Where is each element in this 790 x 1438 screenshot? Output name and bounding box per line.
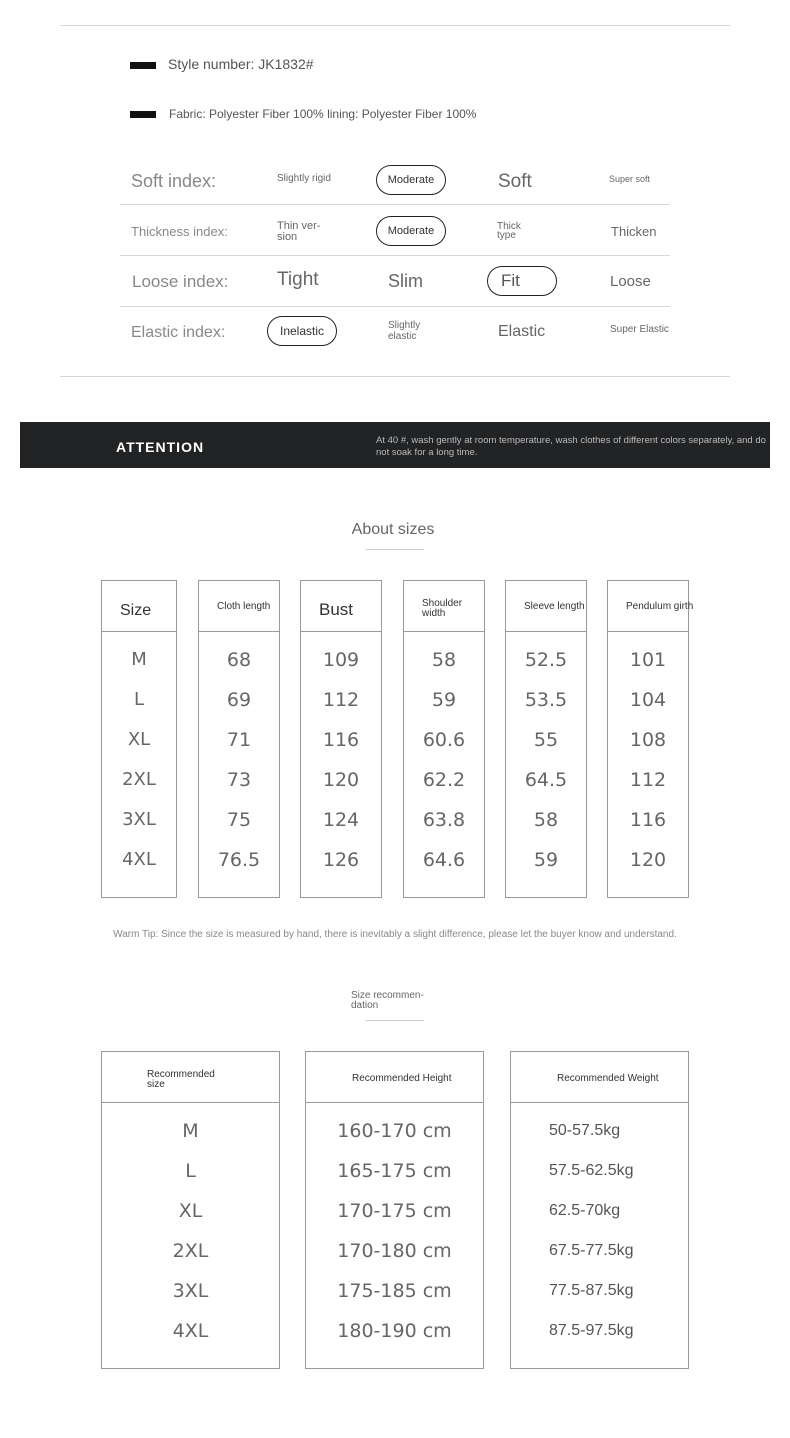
attention-title: ATTENTION [116, 439, 205, 455]
loose-option-tight: Tight [277, 269, 319, 290]
attention-text: At 40 #, wash gently at room temperature, wash clothes of different colors separately, and do not soak for a long time. [376, 435, 766, 458]
column-header [102, 581, 176, 632]
thickness-option-thin: Thin ver- sion [277, 220, 321, 243]
column-header [506, 581, 586, 632]
table-cell: 120 [322, 769, 360, 791]
table-cell: 3XL [172, 1280, 209, 1302]
pendulum-girth-column [607, 580, 694, 898]
column-header-label: Shoulder width [422, 598, 463, 619]
thickness-option-thicken: Thicken [611, 224, 657, 239]
column-header-label: Recommended Weight [557, 1073, 659, 1084]
table-cell: 101 [629, 649, 667, 671]
table-cell: 126 [322, 849, 360, 871]
column-header-label: Sleeve length [524, 601, 585, 612]
table-cell: 60.6 [422, 729, 466, 751]
soft-option-super-soft: Super soft [609, 174, 651, 184]
sizes-title: About sizes [351, 521, 435, 538]
table-cell: 160-170 cm [337, 1120, 452, 1142]
table-cell: 77.5-87.5kg [549, 1282, 634, 1299]
cloth-length-column [198, 580, 280, 898]
top-divider [60, 25, 730, 26]
thickness-option-thick: Thick type [497, 221, 521, 241]
table-cell: L [133, 689, 145, 710]
table-cell: 2XL [122, 769, 156, 790]
table-cell: M [131, 649, 147, 670]
table-cell: 59 [431, 689, 457, 711]
column-header [301, 581, 381, 632]
table-cell: 112 [322, 689, 360, 711]
loose-option-slim: Slim [388, 271, 423, 291]
thickness-index-label: Thickness index: [131, 224, 228, 239]
table-cell: 55 [533, 729, 559, 751]
table-cell: 53.5 [524, 689, 568, 711]
table-cell: 63.8 [422, 809, 466, 831]
table-cell: 116 [629, 809, 667, 831]
row-divider [120, 306, 670, 307]
recommendation-title-underline [366, 1020, 424, 1021]
table-cell: XL [178, 1200, 203, 1222]
column-header-label: Recommended Height [352, 1073, 452, 1084]
table-cell: 175-185 cm [337, 1280, 452, 1302]
recommended-size-column [101, 1051, 280, 1369]
table-cell: L [185, 1160, 196, 1182]
column-header [608, 581, 694, 632]
table-cell: M [182, 1120, 199, 1142]
table-cell: 108 [629, 729, 667, 751]
sizes-title-underline [366, 549, 424, 550]
table-cell: 116 [322, 729, 360, 751]
bust-column [300, 580, 382, 898]
soft-option-soft: Soft [498, 171, 532, 192]
elastic-index-label: Elastic index: [131, 324, 226, 341]
table-cell: 3XL [122, 809, 156, 830]
loose-index-label: Loose index: [132, 272, 229, 291]
table-cell: 67.5-77.5kg [549, 1242, 634, 1259]
style-bullet [130, 62, 156, 69]
table-cell: 165-175 cm [337, 1160, 452, 1182]
row-divider [120, 255, 670, 256]
column-header-label: Recommended size [147, 1069, 215, 1090]
table-cell: 170-180 cm [337, 1240, 452, 1262]
fabric-info: Fabric: Polyester Fiber 100% lining: Polyester Fiber 100% [169, 107, 477, 121]
elastic-option-elastic: Elastic [498, 323, 546, 340]
column-header [306, 1052, 483, 1103]
attention-banner [20, 422, 770, 468]
table-cell: 57.5-62.5kg [549, 1162, 634, 1179]
style-number: Style number: JK1832# [168, 56, 314, 72]
warm-tip: Warm Tip: Since the size is measured by hand, there is inevitably a slight difference, please let the buyer know and understand. [113, 929, 677, 940]
table-cell: 4XL [122, 849, 156, 870]
sleeve-length-column [505, 580, 587, 898]
table-cell: 109 [322, 649, 360, 671]
column-header-label: Pendulum girth [626, 601, 694, 612]
table-cell: 73 [226, 769, 252, 791]
table-cell: 4XL [172, 1320, 209, 1342]
table-cell: 112 [629, 769, 667, 791]
table-cell: 170-175 cm [337, 1200, 452, 1222]
table-cell: 2XL [172, 1240, 209, 1262]
size-column [101, 580, 177, 898]
table-cell: 62.2 [422, 769, 466, 791]
fit-label: Fit [501, 271, 520, 290]
fabric-bullet [130, 111, 156, 118]
soft-option-slightly-rigid: Slightly rigid [277, 173, 331, 184]
column-header [404, 581, 484, 632]
column-header [511, 1052, 688, 1103]
column-header [199, 581, 279, 632]
soft-option-moderate-selected: Moderate [376, 165, 446, 195]
loose-option-fit-selected [487, 266, 557, 296]
table-cell: 50-57.5kg [549, 1122, 621, 1139]
column-header-label: Bust [319, 600, 354, 619]
column-header [102, 1052, 279, 1103]
table-cell: 180-190 cm [337, 1320, 452, 1342]
table-cell: 58 [431, 649, 457, 671]
table-cell: 87.5-97.5kg [549, 1322, 634, 1339]
table-cell: XL [127, 729, 151, 750]
table-cell: 69 [226, 689, 252, 711]
table-cell: 68 [226, 649, 252, 671]
table-cell: 52.5 [524, 649, 568, 671]
column-header-label: Size [120, 602, 152, 619]
shoulder-width-column [403, 580, 485, 898]
index-bottom-divider [60, 376, 730, 377]
table-cell: 64.5 [524, 769, 568, 791]
elastic-option-super-elastic: Super Elastic [610, 324, 669, 335]
column-header-label: Cloth length [217, 601, 271, 612]
table-cell: 62.5-70kg [549, 1202, 621, 1219]
row-divider [120, 204, 670, 205]
recommendation-title: Size recommen- dation [351, 990, 424, 1011]
table-cell: 76.5 [217, 849, 261, 871]
table-cell: 120 [629, 849, 667, 871]
table-cell: 104 [629, 689, 667, 711]
table-cell: 75 [226, 809, 252, 831]
table-cell: 59 [533, 849, 559, 871]
soft-index-label: Soft index: [131, 171, 217, 191]
recommended-weight-column [510, 1051, 689, 1369]
thickness-option-moderate-selected: Moderate [376, 216, 446, 246]
table-cell: 58 [533, 809, 559, 831]
table-cell: 64.6 [422, 849, 466, 871]
elastic-option-inelastic-selected: Inelastic [267, 316, 337, 346]
loose-option-loose: Loose [610, 273, 651, 290]
table-cell: 71 [226, 729, 252, 751]
elastic-option-slightly-elastic: Slightly elastic [388, 320, 421, 342]
recommended-height-column [305, 1051, 484, 1369]
table-cell: 124 [322, 809, 360, 831]
